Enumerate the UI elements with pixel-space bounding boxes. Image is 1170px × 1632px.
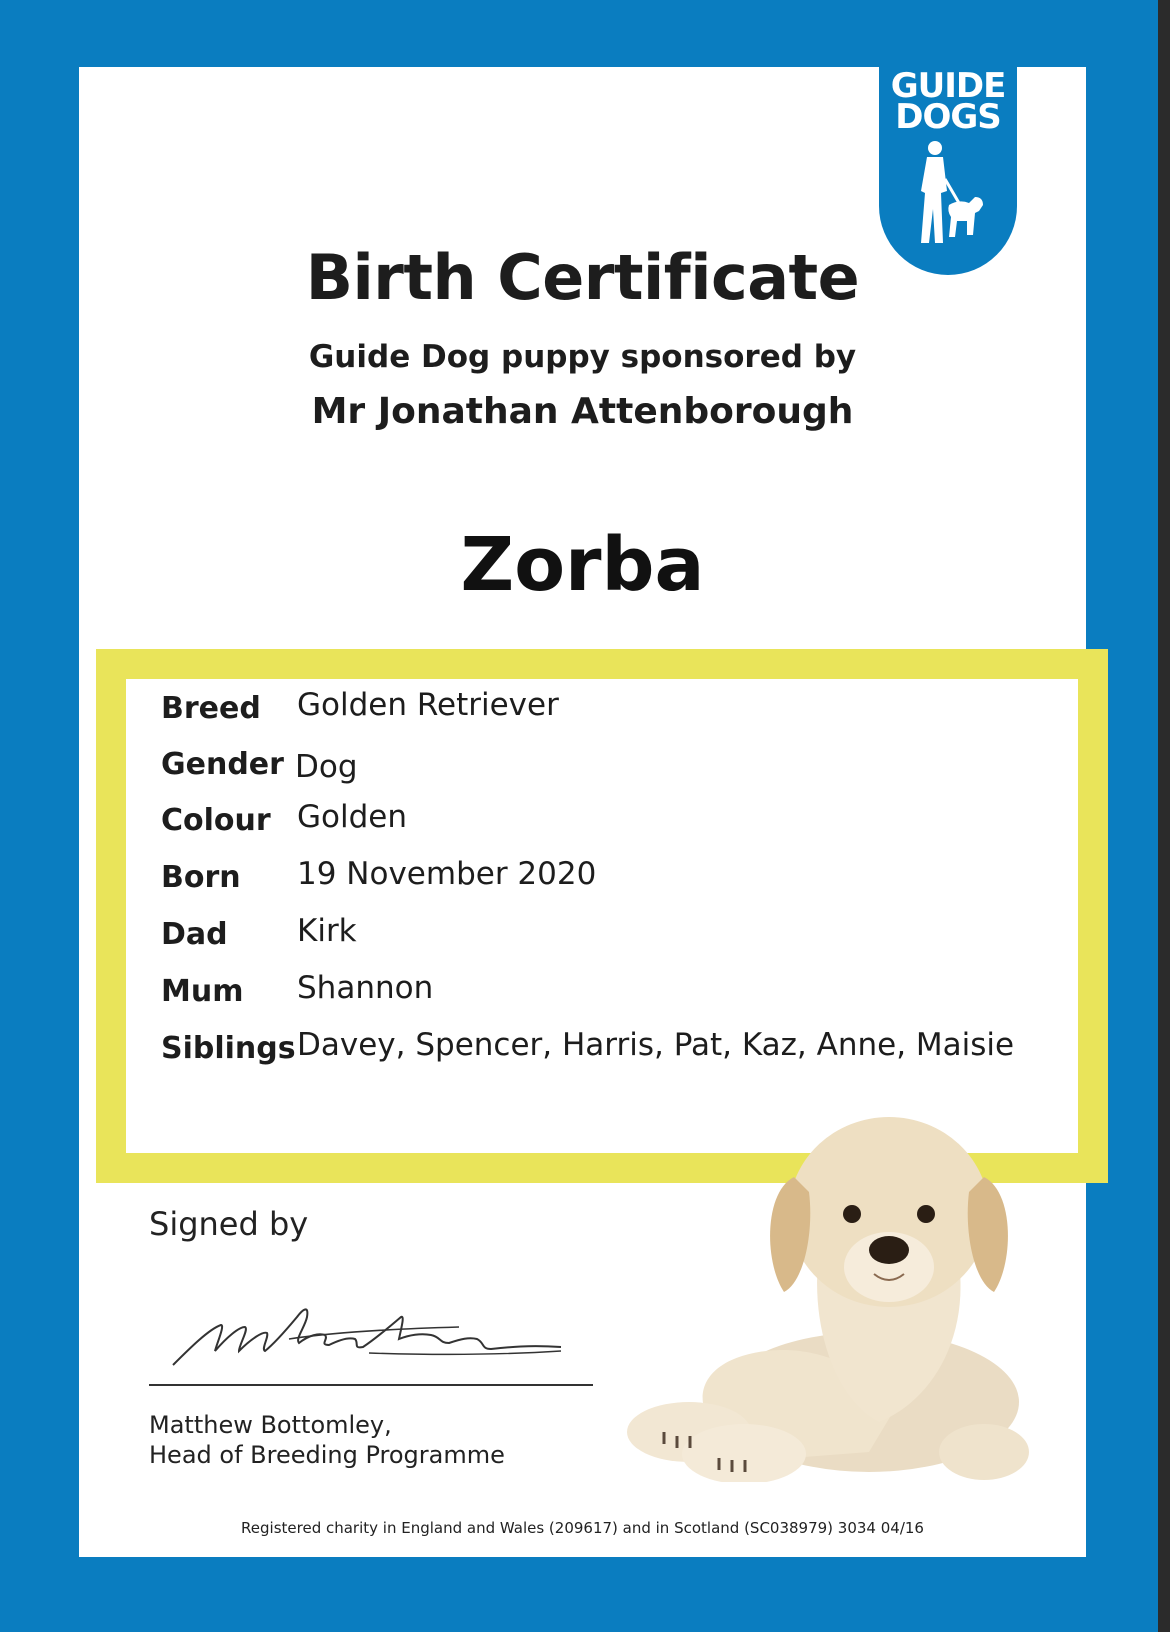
logo-line-2: DOGS	[895, 97, 1001, 137]
detail-value: Shannon	[297, 970, 434, 1006]
signer-block	[149, 1410, 505, 1470]
certificate-subtitle: Guide Dog puppy sponsored by	[308, 339, 857, 375]
dog-name: Zorba	[460, 522, 705, 608]
signer-role: Head of Breeding Programme	[149, 1441, 505, 1469]
detail-label: Dad	[161, 917, 228, 952]
detail-value: Golden Retriever	[297, 687, 559, 723]
detail-value: Davey, Spencer, Harris, Pat, Kaz, Anne, Maisie	[297, 1027, 1015, 1063]
detail-value: 19 November 2020	[297, 856, 597, 892]
charity-registration-footer: Registered charity in England and Wales (209617) and in Scotland (SC038979) 3034 04/16	[241, 1519, 924, 1537]
detail-label: Colour	[161, 803, 271, 838]
person-with-guide-dog-icon	[909, 139, 989, 249]
signed-by-label: Signed by	[149, 1205, 309, 1243]
handwritten-signature	[169, 1299, 569, 1379]
detail-value: Golden	[297, 799, 407, 835]
detail-label: Siblings	[161, 1031, 296, 1066]
detail-label: Born	[161, 860, 241, 895]
detail-value: Kirk	[297, 913, 357, 949]
certificate-page	[79, 67, 1086, 1557]
logo-line-1: GUIDE	[890, 66, 1006, 106]
certificate-title: Birth Certificate	[305, 241, 860, 314]
detail-label: Breed	[161, 691, 261, 726]
detail-label: Gender	[161, 747, 284, 782]
signer-name: Matthew Bottomley,	[149, 1411, 392, 1439]
sponsor-name: Mr Jonathan Attenborough	[311, 391, 854, 432]
detail-value: Dog	[295, 749, 358, 785]
detail-label: Mum	[161, 974, 244, 1009]
signature-line	[149, 1384, 593, 1386]
puppy-image	[569, 1102, 1039, 1482]
